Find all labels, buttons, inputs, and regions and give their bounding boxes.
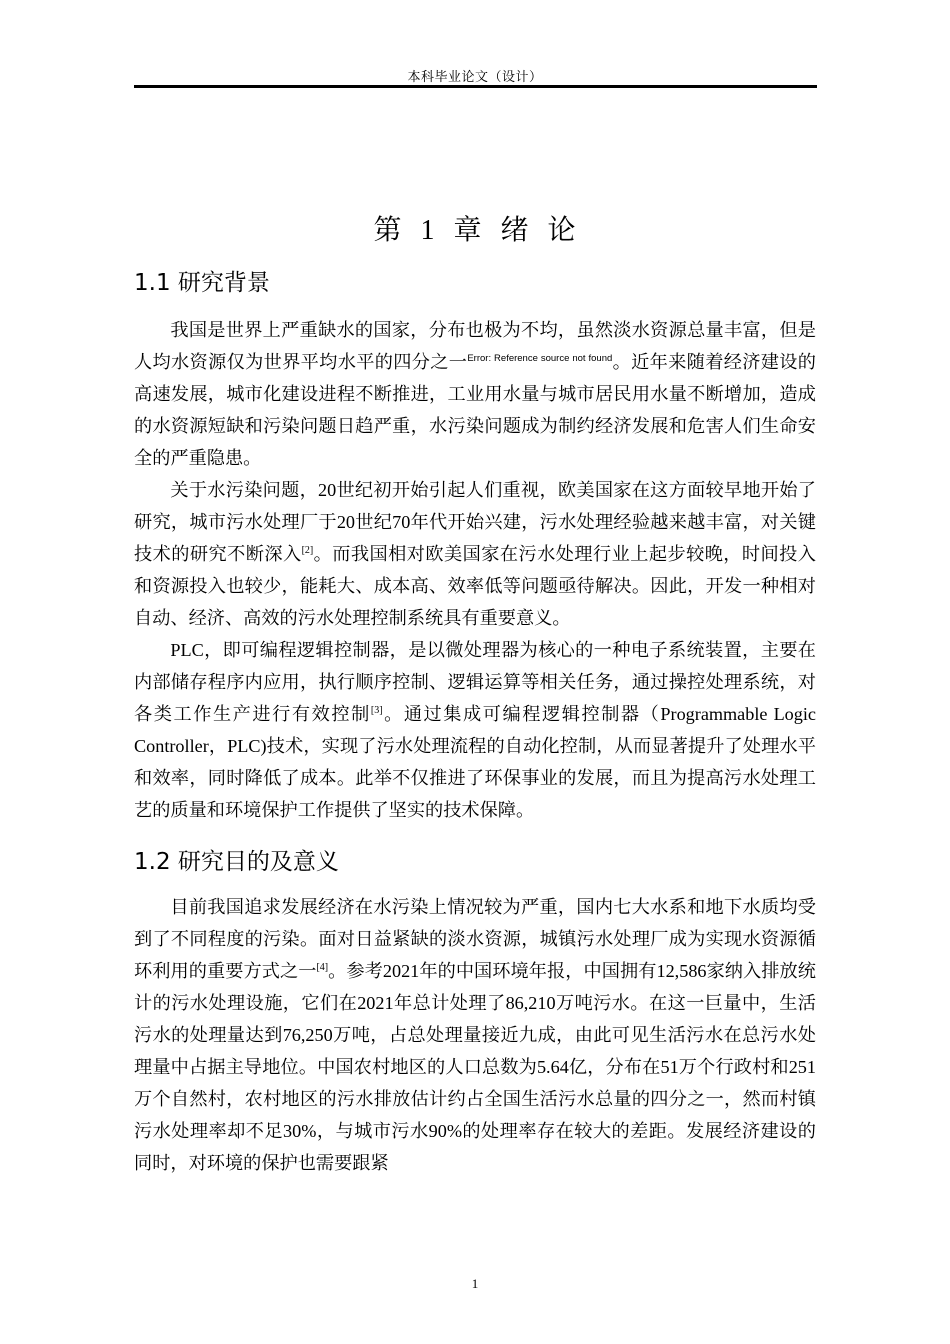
- paragraph-text: 。近年来随着经济建设的高速发展，城市化建设进程不断推进，工业用水量与城市居民用水量不断增加，造成的水资源短缺和污染问题日趋严重，水污染问题成为制约经济发展和危害人们生命安全的严重隐患。: [134, 352, 816, 468]
- paragraph-text: 。通过集成可编程逻辑控制器（Programmable Logic Controller，PLC)技术，实现了污水处理流程的自动化控制，从而显著提升了处理水平和效率，同时降低了成本。此举不仅推进了环保事业的发展，而且为提高污水处理工艺的质量和环境保护工作提供了坚实的技术保障。: [134, 704, 816, 820]
- paragraph-text: 。而我国相对欧美国家在污水处理行业上起步较晚，时间投入和资源投入也较少，能耗大、成本高、效率低等问题亟待解决。因此，开发一种相对自动、经济、高效的污水处理控制系统具有重要意义。: [134, 544, 816, 628]
- paragraph-text: 。参考2021年的中国环境年报，中国拥有12,586家纳入排放统计的污水处理设施，它们在2021年总计处理了86,210万吨污水。在这一巨量中，生活污水的处理量达到76,250万吨，占总处理量接近九成，由此可见生活污水在总污水处理量中占据主导地位。中国农村地区的人口总数为5.64亿，分布在51万个行政村和251万个自然村，农村地区的污水排放估计约占全国生活污水总量的四分之一，然而村镇污水处理率却不足30%，与城市污水90%的处理率存在较大的差距。发展经济建设的同时，对环境的保护也需要跟紧: [134, 961, 816, 1173]
- paragraph-background-2: [134, 474, 816, 634]
- page-number: 1: [471, 1276, 479, 1291]
- paragraph-background-3: [134, 634, 816, 826]
- paragraph-text: PLC，即可编程逻辑控制器，是以微处理器为核心的一种电子系统装置，主要在内部储存程序内应用，执行顺序控制、逻辑运算等相关任务，通过操控处理系统，对各类工作生产进行有效控制: [134, 640, 816, 724]
- chapter-title: 第 1 章 绪 论: [373, 215, 577, 246]
- paragraph-text: 关于水污染问题，20世纪初开始引起人们重视，欧美国家在这方面较早地开始了研究，城市污水处理厂于20世纪70年代开始兴建，污水处理经验越来越丰富，对关键技术的研究不断深入: [134, 480, 816, 564]
- paragraph-text: 我国是世界上严重缺水的国家，分布也极为不均，虽然淡水资源总量丰富，但是人均水资源仅为世界平均水平的四分之一: [134, 320, 816, 372]
- paragraph-purpose-1: [134, 891, 816, 1179]
- paragraph-text: 目前我国追求发展经济在水污染上情况较为严重，国内七大水系和地下水质均受到了不同程度的污染。面对日益紧缺的淡水资源，城镇污水处理厂成为实现水资源循环利用的重要方式之一: [134, 897, 816, 981]
- reference-error: Error: Reference source not found: [467, 352, 613, 364]
- header-rule: [134, 85, 817, 88]
- citation-ref: [3]: [370, 704, 383, 716]
- section-title-1-2: 1.2 研究目的及意义: [134, 849, 339, 875]
- citation-ref: [4]: [316, 961, 329, 973]
- page-header: 本科毕业论文（设计）: [407, 69, 543, 84]
- section-title-1-1: 1.1 研究背景: [134, 270, 270, 296]
- citation-ref: [2]: [301, 544, 314, 556]
- paragraph-background-1: [134, 314, 816, 474]
